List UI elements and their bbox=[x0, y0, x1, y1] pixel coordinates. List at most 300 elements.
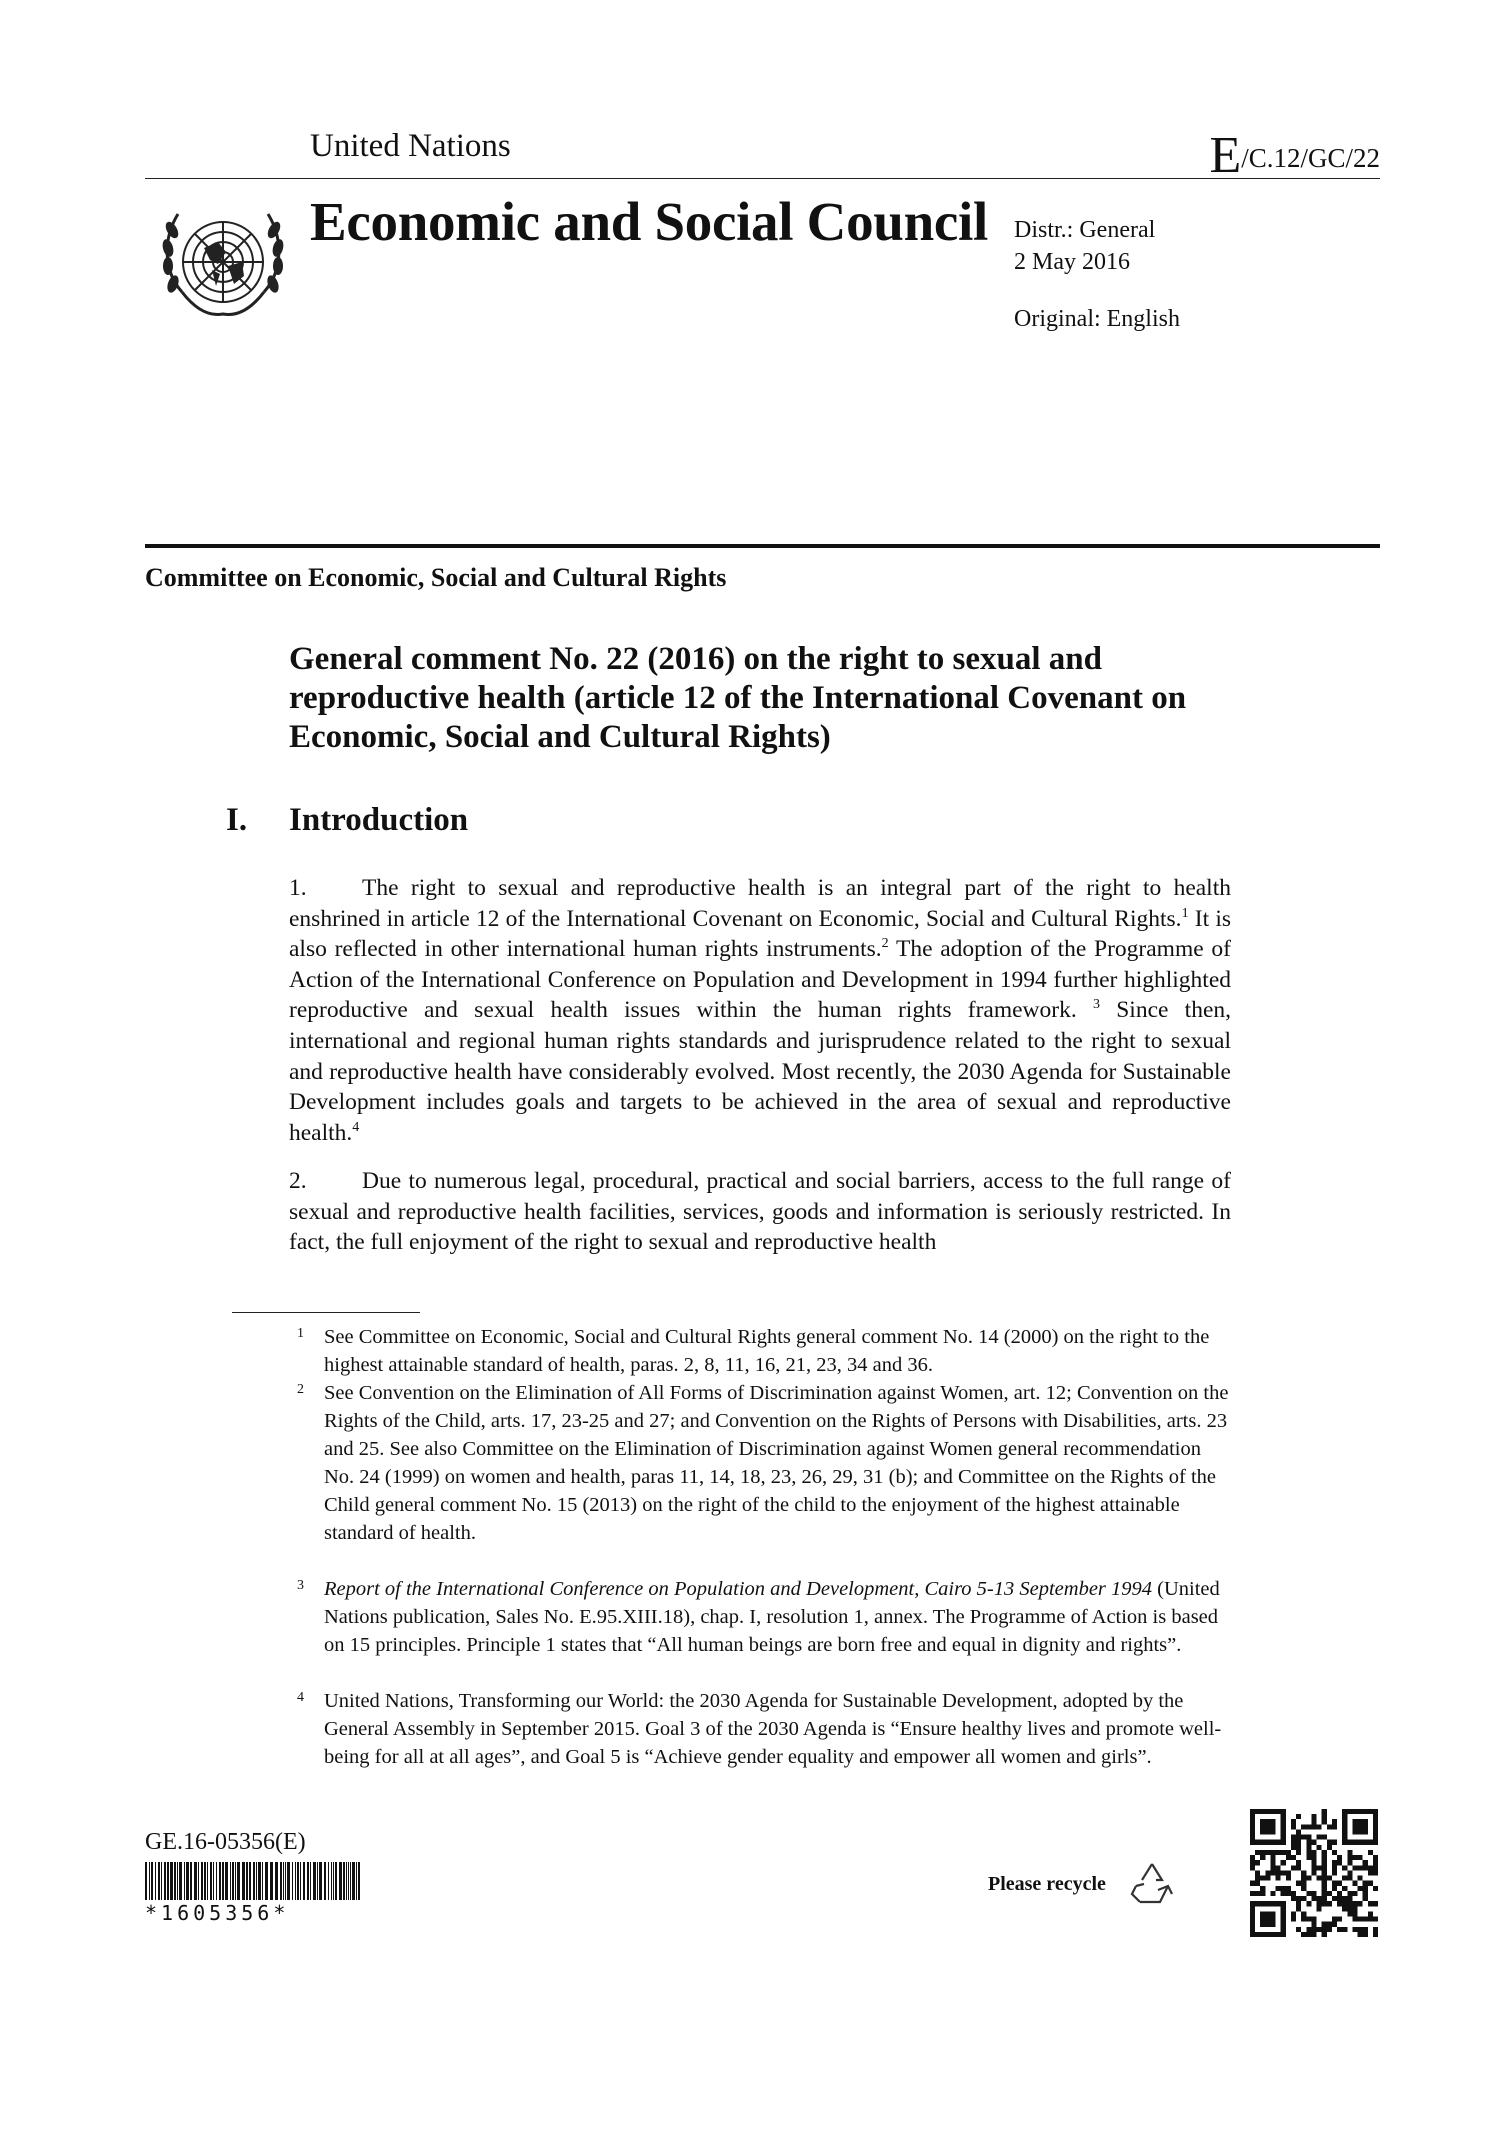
qr-module bbox=[1332, 1850, 1337, 1855]
qr-module bbox=[1363, 1896, 1368, 1901]
barcode-bar bbox=[343, 1862, 345, 1900]
council-title: Economic and Social Council bbox=[310, 191, 988, 252]
qr-module bbox=[1373, 1870, 1378, 1875]
barcode-bar bbox=[319, 1862, 322, 1900]
qr-module bbox=[1286, 1891, 1291, 1896]
qr-module bbox=[1337, 1927, 1342, 1932]
qr-module bbox=[1322, 1819, 1327, 1824]
footnote-text: (United Nations publication, Sales No. E.95.XIII.18), chap. I, resolution 1, annex. The Programme of Action is based on 15 principles. Principle 1 states that “All human beings are born free and equal in dignity and rights”. bbox=[324, 1578, 1220, 1656]
qr-module bbox=[1342, 1901, 1347, 1906]
qr-module bbox=[1296, 1850, 1301, 1855]
qr-module bbox=[1332, 1917, 1337, 1922]
qr-module bbox=[1260, 1886, 1265, 1891]
committee-name: Committee on Economic, Social and Cultural Rights bbox=[145, 563, 727, 592]
qr-module bbox=[1276, 1870, 1281, 1875]
barcode-bar bbox=[145, 1862, 147, 1900]
qr-module bbox=[1276, 1886, 1281, 1891]
main-rule bbox=[145, 544, 1380, 548]
qr-module bbox=[1255, 1881, 1260, 1886]
qr-module bbox=[1311, 1932, 1316, 1937]
qr-module bbox=[1332, 1870, 1337, 1875]
qr-module bbox=[1306, 1845, 1311, 1850]
qr-module bbox=[1286, 1850, 1291, 1855]
barcode-icon bbox=[145, 1862, 361, 1900]
qr-module bbox=[1311, 1896, 1316, 1901]
qr-module bbox=[1311, 1860, 1316, 1865]
qr-module bbox=[1270, 1860, 1275, 1865]
qr-module bbox=[1301, 1824, 1306, 1829]
footnote-number: 1 bbox=[297, 1326, 304, 1341]
barcode-bar bbox=[225, 1862, 228, 1900]
barcode-bar bbox=[348, 1862, 349, 1900]
barcode-bar bbox=[313, 1862, 316, 1900]
qr-module bbox=[1286, 1855, 1291, 1860]
qr-module bbox=[1327, 1901, 1332, 1906]
footnote-ref[interactable]: 2 bbox=[881, 936, 889, 952]
barcode-bar bbox=[177, 1862, 178, 1900]
barcode-bar bbox=[161, 1862, 162, 1900]
qr-module bbox=[1260, 1819, 1275, 1834]
qr-module bbox=[1363, 1865, 1368, 1870]
qr-module bbox=[1352, 1855, 1357, 1860]
job-number: GE.16-05356(E) bbox=[145, 1829, 306, 1855]
qr-module bbox=[1358, 1865, 1363, 1870]
barcode-bar bbox=[213, 1862, 214, 1900]
barcode-bar bbox=[331, 1862, 332, 1900]
paragraph-text: The right to sexual and reproductive health is an integral part of the right to health enshrined in article 12 of the International Covenant on Economic, Social and Cultural Rights. bbox=[289, 875, 1231, 932]
qr-module bbox=[1373, 1927, 1378, 1932]
qr-module bbox=[1368, 1850, 1373, 1855]
qr-module bbox=[1270, 1850, 1275, 1855]
qr-module bbox=[1306, 1917, 1311, 1922]
qr-module bbox=[1342, 1865, 1347, 1870]
qr-module bbox=[1342, 1906, 1347, 1911]
qr-module bbox=[1291, 1911, 1296, 1916]
qr-module bbox=[1296, 1927, 1301, 1932]
qr-module bbox=[1368, 1870, 1373, 1875]
barcode-bar bbox=[292, 1862, 293, 1900]
footnote-4 bbox=[297, 1688, 1234, 1772]
qr-module bbox=[1260, 1891, 1265, 1896]
barcode-bar bbox=[280, 1862, 282, 1900]
qr-module bbox=[1358, 1917, 1363, 1922]
barcode-bar bbox=[352, 1862, 355, 1900]
qr-module bbox=[1332, 1840, 1337, 1845]
barcode-bar bbox=[179, 1862, 182, 1900]
qr-module bbox=[1291, 1896, 1296, 1901]
symbol-rest: /C.12/GC/22 bbox=[1241, 143, 1380, 173]
qr-module bbox=[1347, 1850, 1352, 1855]
qr-module bbox=[1306, 1876, 1311, 1881]
qr-module bbox=[1281, 1860, 1286, 1865]
barcode-bar bbox=[253, 1862, 255, 1900]
barcode-bar bbox=[317, 1862, 318, 1900]
qr-module bbox=[1363, 1927, 1368, 1932]
paragraph-text: Due to numerous legal, procedural, practical and social barriers, access to the full range of sexual and reproductive health facilities, services, goods and information is seriously restricted. In fact, the full enjoyment of the right to sexual and reproductive health bbox=[289, 1168, 1231, 1256]
qr-module bbox=[1260, 1911, 1275, 1926]
qr-module bbox=[1322, 1809, 1327, 1814]
qr-module bbox=[1281, 1850, 1286, 1855]
qr-module bbox=[1265, 1850, 1270, 1855]
qr-module bbox=[1368, 1901, 1373, 1906]
qr-module bbox=[1301, 1911, 1306, 1916]
barcode-bar bbox=[285, 1862, 286, 1900]
qr-module bbox=[1255, 1860, 1260, 1865]
qr-module bbox=[1322, 1860, 1327, 1865]
qr-module bbox=[1317, 1896, 1322, 1901]
qr-module bbox=[1363, 1932, 1368, 1937]
qr-module bbox=[1352, 1917, 1357, 1922]
organization-name: United Nations bbox=[310, 128, 511, 164]
qr-module bbox=[1311, 1819, 1316, 1824]
qr-module bbox=[1311, 1917, 1316, 1922]
qr-module bbox=[1286, 1886, 1291, 1891]
qr-module bbox=[1250, 1891, 1255, 1896]
qr-module bbox=[1250, 1860, 1255, 1865]
barcode-bar bbox=[346, 1862, 347, 1900]
qr-module bbox=[1322, 1896, 1327, 1901]
barcode-bar bbox=[287, 1862, 290, 1900]
qr-module bbox=[1296, 1901, 1301, 1906]
barcode-bar bbox=[300, 1862, 301, 1900]
qr-module bbox=[1276, 1876, 1281, 1881]
qr-module bbox=[1358, 1901, 1363, 1906]
qr-module bbox=[1296, 1840, 1301, 1845]
barcode-bar bbox=[283, 1862, 284, 1900]
barcode-bar bbox=[295, 1862, 296, 1900]
qr-module bbox=[1322, 1865, 1327, 1870]
qr-module bbox=[1347, 1876, 1352, 1881]
qr-module bbox=[1373, 1932, 1378, 1937]
qr-module bbox=[1291, 1824, 1296, 1829]
barcode-bar bbox=[297, 1862, 299, 1900]
qr-module bbox=[1255, 1870, 1260, 1875]
qr-module bbox=[1332, 1819, 1337, 1824]
qr-module bbox=[1306, 1824, 1311, 1829]
qr-module bbox=[1327, 1922, 1332, 1927]
qr-module bbox=[1296, 1865, 1301, 1870]
qr-module bbox=[1327, 1876, 1332, 1881]
qr-module bbox=[1322, 1876, 1327, 1881]
symbol-letter: E bbox=[1209, 127, 1242, 184]
barcode-bar bbox=[174, 1862, 176, 1900]
qr-module bbox=[1317, 1845, 1322, 1850]
qr-module bbox=[1332, 1865, 1337, 1870]
qr-module bbox=[1322, 1850, 1327, 1855]
qr-module bbox=[1368, 1917, 1373, 1922]
paragraph-number: 1. bbox=[289, 875, 307, 901]
barcode-bar bbox=[232, 1862, 234, 1900]
qr-module bbox=[1347, 1891, 1352, 1896]
paragraph-2 bbox=[289, 1166, 1231, 1258]
qr-module bbox=[1342, 1886, 1347, 1891]
qr-module bbox=[1255, 1891, 1260, 1896]
qr-module bbox=[1332, 1881, 1337, 1886]
footnote-number: 4 bbox=[297, 1690, 304, 1705]
qr-module bbox=[1296, 1829, 1301, 1834]
qr-module bbox=[1255, 1850, 1260, 1855]
qr-module bbox=[1322, 1922, 1327, 1927]
barcode-bar bbox=[204, 1862, 206, 1900]
qr-module bbox=[1337, 1881, 1342, 1886]
document-title: General comment No. 22 (2016) on the right to sexual and reproductive health (article 12 of the International Covenant on Economic, Social and Cultural Rights) bbox=[289, 641, 1187, 755]
qr-module bbox=[1363, 1860, 1368, 1865]
barcode-bar bbox=[167, 1862, 169, 1900]
barcode-bar bbox=[216, 1862, 217, 1900]
qr-module bbox=[1317, 1865, 1322, 1870]
paragraph-1 bbox=[289, 873, 1231, 1148]
qr-module bbox=[1291, 1845, 1296, 1850]
qr-module bbox=[1317, 1906, 1322, 1911]
qr-module bbox=[1311, 1870, 1316, 1875]
qr-module bbox=[1373, 1865, 1378, 1870]
qr-module bbox=[1311, 1840, 1316, 1845]
barcode-bar bbox=[237, 1862, 240, 1900]
qr-module bbox=[1352, 1891, 1357, 1896]
barcode-bar bbox=[333, 1862, 334, 1900]
qr-module bbox=[1291, 1819, 1296, 1824]
qr-module bbox=[1291, 1891, 1296, 1896]
qr-module bbox=[1373, 1855, 1378, 1860]
qr-module bbox=[1311, 1855, 1316, 1860]
paragraph-number: 2. bbox=[289, 1168, 307, 1194]
qr-module bbox=[1358, 1886, 1363, 1891]
qr-module bbox=[1276, 1850, 1281, 1855]
qr-module bbox=[1311, 1927, 1316, 1932]
barcode-bar bbox=[184, 1862, 185, 1900]
qr-module bbox=[1291, 1865, 1296, 1870]
qr-module bbox=[1327, 1845, 1332, 1850]
qr-module bbox=[1296, 1845, 1301, 1850]
qr-module bbox=[1317, 1835, 1322, 1840]
paragraph-text: It is also reflected in other international human rights instruments. bbox=[289, 905, 1232, 963]
qr-module bbox=[1322, 1886, 1327, 1891]
paragraph-text: Since then, international and regional human rights standards and jurisprudence related to the right to sexual and reproductive health have considerably evolved. Most recently, the 2030 Agenda for Sustainable Development includes goals and targets to be achieved in the area of sexual and reproductive health. bbox=[289, 997, 1232, 1146]
qr-module bbox=[1342, 1927, 1347, 1932]
qr-module bbox=[1306, 1855, 1311, 1860]
barcode-bar bbox=[324, 1862, 326, 1900]
qr-module bbox=[1306, 1932, 1311, 1937]
qr-module bbox=[1347, 1870, 1352, 1875]
barcode-bar bbox=[258, 1862, 261, 1900]
qr-module bbox=[1270, 1855, 1275, 1860]
qr-module bbox=[1322, 1835, 1327, 1840]
barcode-bar bbox=[149, 1862, 150, 1900]
qr-module bbox=[1368, 1865, 1373, 1870]
date: 2 May 2016 bbox=[1014, 249, 1130, 275]
qr-module bbox=[1301, 1896, 1306, 1901]
barcode-bar bbox=[219, 1862, 221, 1900]
document-symbol bbox=[1209, 126, 1380, 185]
barcode-bar bbox=[222, 1862, 224, 1900]
footnote-1 bbox=[297, 1324, 1234, 1380]
qr-module bbox=[1311, 1922, 1316, 1927]
qr-module bbox=[1337, 1896, 1342, 1901]
barcode-bar bbox=[235, 1862, 236, 1900]
footnote-text: United Nations, Transforming our World: the 2030 Agenda for Sustainable Development, adopted by the General Assembly in September 2015. Goal 3 of the 2030 Agenda is “Ensure healthy lives and promote well-being for all at all ages”, and Goal 5 is “Achieve gender equality and empower all women and girls”. bbox=[324, 1690, 1222, 1768]
qr-module bbox=[1327, 1824, 1332, 1829]
footnote-separator bbox=[232, 1312, 420, 1313]
qr-module bbox=[1301, 1917, 1306, 1922]
footnote-ref[interactable]: 1 bbox=[1181, 905, 1189, 921]
footnote-number: 2 bbox=[297, 1382, 304, 1397]
qr-module bbox=[1363, 1917, 1368, 1922]
barcode-bar bbox=[230, 1862, 231, 1900]
barcode-bar bbox=[242, 1862, 245, 1900]
qr-module bbox=[1306, 1891, 1311, 1896]
qr-module bbox=[1291, 1840, 1296, 1845]
qr-module bbox=[1368, 1881, 1373, 1886]
qr-module bbox=[1358, 1855, 1363, 1860]
qr-module bbox=[1363, 1886, 1368, 1891]
qr-module bbox=[1250, 1865, 1255, 1870]
qr-module bbox=[1311, 1850, 1316, 1855]
qr-module bbox=[1281, 1886, 1286, 1891]
qr-module bbox=[1296, 1906, 1301, 1911]
qr-module bbox=[1296, 1896, 1301, 1901]
barcode-bar bbox=[328, 1862, 329, 1900]
qr-module bbox=[1322, 1870, 1327, 1875]
qr-module bbox=[1337, 1891, 1342, 1896]
qr-module bbox=[1342, 1876, 1347, 1881]
qr-module bbox=[1286, 1876, 1291, 1881]
barcode-bar bbox=[201, 1862, 203, 1900]
barcode-bar bbox=[151, 1862, 153, 1900]
qr-module bbox=[1301, 1835, 1306, 1840]
qr-module bbox=[1347, 1896, 1352, 1901]
qr-module bbox=[1270, 1870, 1275, 1875]
qr-module bbox=[1337, 1860, 1342, 1865]
barcode-bar bbox=[194, 1862, 197, 1900]
barcode-bar bbox=[358, 1862, 360, 1900]
qr-module bbox=[1296, 1881, 1301, 1886]
qr-module bbox=[1358, 1932, 1363, 1937]
qr-module bbox=[1306, 1850, 1311, 1855]
barcode-bar bbox=[158, 1862, 160, 1900]
qr-module bbox=[1317, 1927, 1322, 1932]
barcode-bar bbox=[249, 1862, 251, 1900]
qr-module bbox=[1352, 1911, 1357, 1916]
qr-module bbox=[1363, 1891, 1368, 1896]
barcode-bar bbox=[307, 1862, 309, 1900]
barcode-bar bbox=[335, 1862, 337, 1900]
section-title: Introduction bbox=[289, 802, 469, 838]
paragraph-text: The adoption of the Programme of Action of the International Conference on Population and Development in 1994 further highlighted reproductive and sexual health issues within the human rights framework. bbox=[289, 936, 1231, 1024]
qr-module bbox=[1281, 1870, 1286, 1875]
barcode-bar bbox=[210, 1862, 212, 1900]
qr-module bbox=[1291, 1835, 1296, 1840]
recycle-label: Please recycle bbox=[988, 1873, 1106, 1895]
qr-module bbox=[1322, 1932, 1327, 1937]
qr-module bbox=[1373, 1860, 1378, 1865]
qr-module bbox=[1250, 1855, 1255, 1860]
recycle-icon bbox=[1128, 1860, 1176, 1906]
qr-module bbox=[1352, 1881, 1357, 1886]
qr-module bbox=[1327, 1927, 1332, 1932]
qr-module bbox=[1352, 1901, 1357, 1906]
qr-module bbox=[1291, 1855, 1296, 1860]
barcode-bar bbox=[339, 1862, 342, 1900]
qr-module bbox=[1311, 1824, 1316, 1829]
qr-module bbox=[1311, 1891, 1316, 1896]
qr-module bbox=[1327, 1891, 1332, 1896]
footnote-italic-title: Report of the International Conference on Population and Development, Cairo 5-13 September 1994 bbox=[324, 1578, 1153, 1600]
barcode-bar bbox=[350, 1862, 351, 1900]
qr-module bbox=[1332, 1824, 1337, 1829]
qr-module bbox=[1317, 1901, 1322, 1906]
qr-module bbox=[1352, 1927, 1357, 1932]
barcode-bar bbox=[256, 1862, 257, 1900]
barcode-bar bbox=[356, 1862, 357, 1900]
footnote-ref[interactable]: 4 bbox=[352, 1119, 360, 1135]
qr-module bbox=[1322, 1901, 1327, 1906]
qr-module bbox=[1301, 1932, 1306, 1937]
barcode-bar bbox=[186, 1862, 189, 1900]
qr-module bbox=[1373, 1886, 1378, 1891]
barcode-text: *1605356* bbox=[145, 1901, 290, 1925]
qr-module bbox=[1342, 1896, 1347, 1901]
qr-module bbox=[1337, 1901, 1342, 1906]
section-number: I. bbox=[226, 802, 248, 838]
qr-module bbox=[1286, 1870, 1291, 1875]
qr-module bbox=[1347, 1911, 1352, 1916]
qr-module bbox=[1296, 1814, 1301, 1819]
distribution: Distr.: General bbox=[1014, 217, 1156, 243]
qr-module bbox=[1270, 1891, 1275, 1896]
qr-module bbox=[1306, 1927, 1311, 1932]
qr-module bbox=[1301, 1886, 1306, 1891]
qr-module bbox=[1255, 1876, 1260, 1881]
qr-module bbox=[1281, 1891, 1286, 1896]
qr-module bbox=[1347, 1855, 1352, 1860]
footnote-number: 3 bbox=[297, 1578, 304, 1593]
barcode-bar bbox=[303, 1862, 305, 1900]
qr-module bbox=[1291, 1917, 1296, 1922]
qr-module bbox=[1270, 1865, 1275, 1870]
qr-module bbox=[1373, 1901, 1378, 1906]
barcode-bar bbox=[265, 1862, 268, 1900]
barcode-bar bbox=[170, 1862, 173, 1900]
barcode-bar bbox=[310, 1862, 311, 1900]
barcode-bar bbox=[275, 1862, 278, 1900]
qr-module bbox=[1306, 1901, 1311, 1906]
qr-module bbox=[1260, 1855, 1265, 1860]
qr-module bbox=[1250, 1881, 1255, 1886]
footnote-ref[interactable]: 3 bbox=[1092, 997, 1100, 1013]
qr-module bbox=[1265, 1876, 1270, 1881]
qr-module bbox=[1347, 1906, 1352, 1911]
qr-module bbox=[1332, 1896, 1337, 1901]
qr-module bbox=[1373, 1917, 1378, 1922]
qr-module bbox=[1352, 1906, 1357, 1911]
qr-module bbox=[1301, 1870, 1306, 1875]
qr-module bbox=[1306, 1840, 1311, 1845]
un-emblem-icon bbox=[152, 196, 294, 338]
barcode-bar bbox=[198, 1862, 199, 1900]
qr-module bbox=[1322, 1891, 1327, 1896]
barcode-bar bbox=[246, 1862, 248, 1900]
footnote-text: See Committee on Economic, Social and Cultural Rights general comment No. 14 (2000) on the right to the highest attainable standard of health, paras. 2, 8, 11, 16, 21, 23, 34 and 36. bbox=[324, 1326, 1210, 1376]
barcode-bar bbox=[190, 1862, 192, 1900]
qr-module bbox=[1260, 1850, 1265, 1855]
qr-module bbox=[1358, 1927, 1363, 1932]
qr-module bbox=[1347, 1901, 1352, 1906]
barcode-bar bbox=[207, 1862, 208, 1900]
qr-module bbox=[1337, 1855, 1342, 1860]
qr-module bbox=[1260, 1876, 1265, 1881]
qr-module bbox=[1296, 1860, 1301, 1865]
footnote-text: See Convention on the Elimination of All Forms of Discrimination against Women, art. 12; Convention on the Rights of the Child, arts. 17, 23-25 and 27; and Convention on the Rights of Persons with Disabilities, arts. 23 and 25. See also Committee on the Elimination of Discrimination against Women general recommendation No. 24 (1999) on women and health, paras 11, 14, 18, 23, 26, 29, 31 (b); and Committee on the Rights of the Child general comment No. 15 (2013) on the right of the child to the enjoyment of the highest attainable standard of health. bbox=[324, 1382, 1229, 1544]
